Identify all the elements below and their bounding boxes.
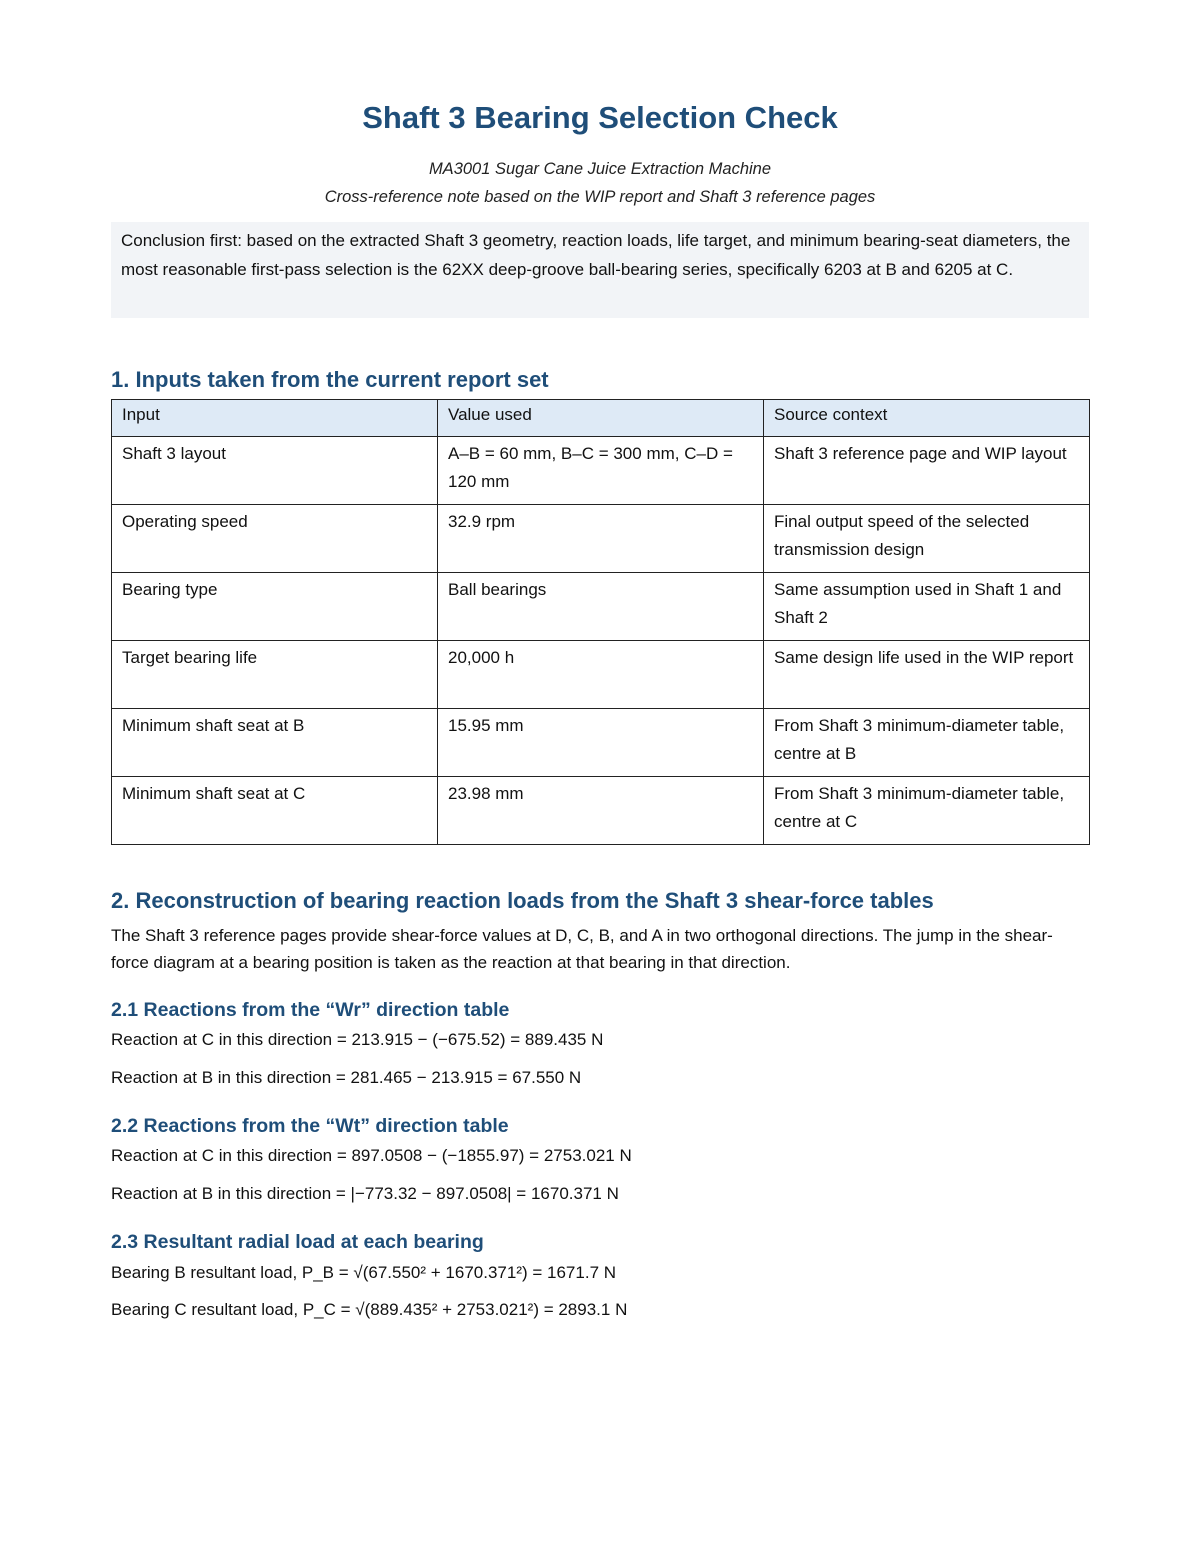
cell-value: 15.95 mm: [438, 709, 764, 777]
cell-value: 32.9 rpm: [438, 505, 764, 573]
cell-source: Same assumption used in Shaft 1 and Shaft 2: [764, 573, 1090, 641]
cell-value: Ball bearings: [438, 573, 764, 641]
cell-input: Shaft 3 layout: [112, 437, 438, 505]
cell-value: A–B = 60 mm, B–C = 300 mm, C–D = 120 mm: [438, 437, 764, 505]
table-row: [112, 505, 1090, 573]
page-title: Shaft 3 Bearing Selection Check: [362, 100, 838, 135]
section-2-heading: 2. Reconstruction of bearing reaction loads from the Shaft 3 shear-force tables: [111, 888, 934, 913]
cell-input: Minimum shaft seat at C: [112, 777, 438, 845]
cell-source: Same design life used in the WIP report: [764, 641, 1090, 709]
cell-input: Target bearing life: [112, 641, 438, 709]
table-row: [112, 573, 1090, 641]
section-1-heading: 1. Inputs taken from the current report set: [111, 367, 549, 392]
table-row: [112, 437, 1090, 505]
conclusion-callout: Conclusion first: based on the extracted Shaft 3 geometry, reaction loads, life target, and minimum bearing-seat diameters, the most reasonable first-pass selection is the 62XX deep-groove ball-bearing series, specifically 6203 at B and 6205 at C.: [111, 222, 1089, 318]
table-row: [112, 641, 1090, 709]
cell-value: 20,000 h: [438, 641, 764, 709]
inputs-table: [111, 399, 1090, 845]
equation-resultant-c: Bearing C resultant load, P_C = √(889.435² + 2753.021²) = 2893.1 N: [111, 1300, 628, 1319]
equation-wt-c: Reaction at C in this direction = 897.0508 − (−1855.97) = 2753.021 N: [111, 1146, 632, 1165]
header-input: Input: [112, 400, 438, 437]
header-value-used: Value used: [438, 400, 764, 437]
equation-wr-b: Reaction at B in this direction = 281.465 − 213.915 = 67.550 N: [111, 1068, 582, 1087]
header-source-context: Source context: [764, 400, 1090, 437]
equation-wr-c: Reaction at C in this direction = 213.915 − (−675.52) = 889.435 N: [111, 1030, 604, 1049]
subtitle-course: MA3001 Sugar Cane Juice Extraction Machine: [428, 160, 772, 178]
cell-input: Bearing type: [112, 573, 438, 641]
subsection-2-1-heading: 2.1 Reactions from the “Wr” direction table: [111, 999, 510, 1021]
equation-resultant-b: Bearing B resultant load, P_B = √(67.550² + 1670.371²) = 1671.7 N: [111, 1263, 617, 1282]
subtitle-note: Cross-reference note based on the WIP report and Shaft 3 reference pages: [324, 188, 876, 206]
cell-source: From Shaft 3 minimum-diameter table, centre at B: [764, 709, 1090, 777]
cell-input: Operating speed: [112, 505, 438, 573]
cell-value: 23.98 mm: [438, 777, 764, 845]
table-row: [112, 709, 1090, 777]
cell-source: Shaft 3 reference page and WIP layout: [764, 437, 1090, 505]
subsection-2-2-heading: 2.2 Reactions from the “Wt” direction table: [111, 1115, 509, 1137]
cell-source: From Shaft 3 minimum-diameter table, centre at C: [764, 777, 1090, 845]
subsection-2-3-heading: 2.3 Resultant radial load at each bearing: [111, 1231, 484, 1253]
cell-input: Minimum shaft seat at B: [112, 709, 438, 777]
section-2-intro: The Shaft 3 reference pages provide shear-force values at D, C, B, and A in two orthogonal directions. The jump in the shear-force diagram at a bearing position is taken as the reaction at that bearing in that direction.: [111, 926, 1053, 972]
table-header-row: [112, 400, 1090, 437]
equation-wt-b: Reaction at B in this direction = |−773.32 − 897.0508| = 1670.371 N: [111, 1184, 619, 1203]
table-row: [112, 777, 1090, 845]
cell-source: Final output speed of the selected transmission design: [764, 505, 1090, 573]
